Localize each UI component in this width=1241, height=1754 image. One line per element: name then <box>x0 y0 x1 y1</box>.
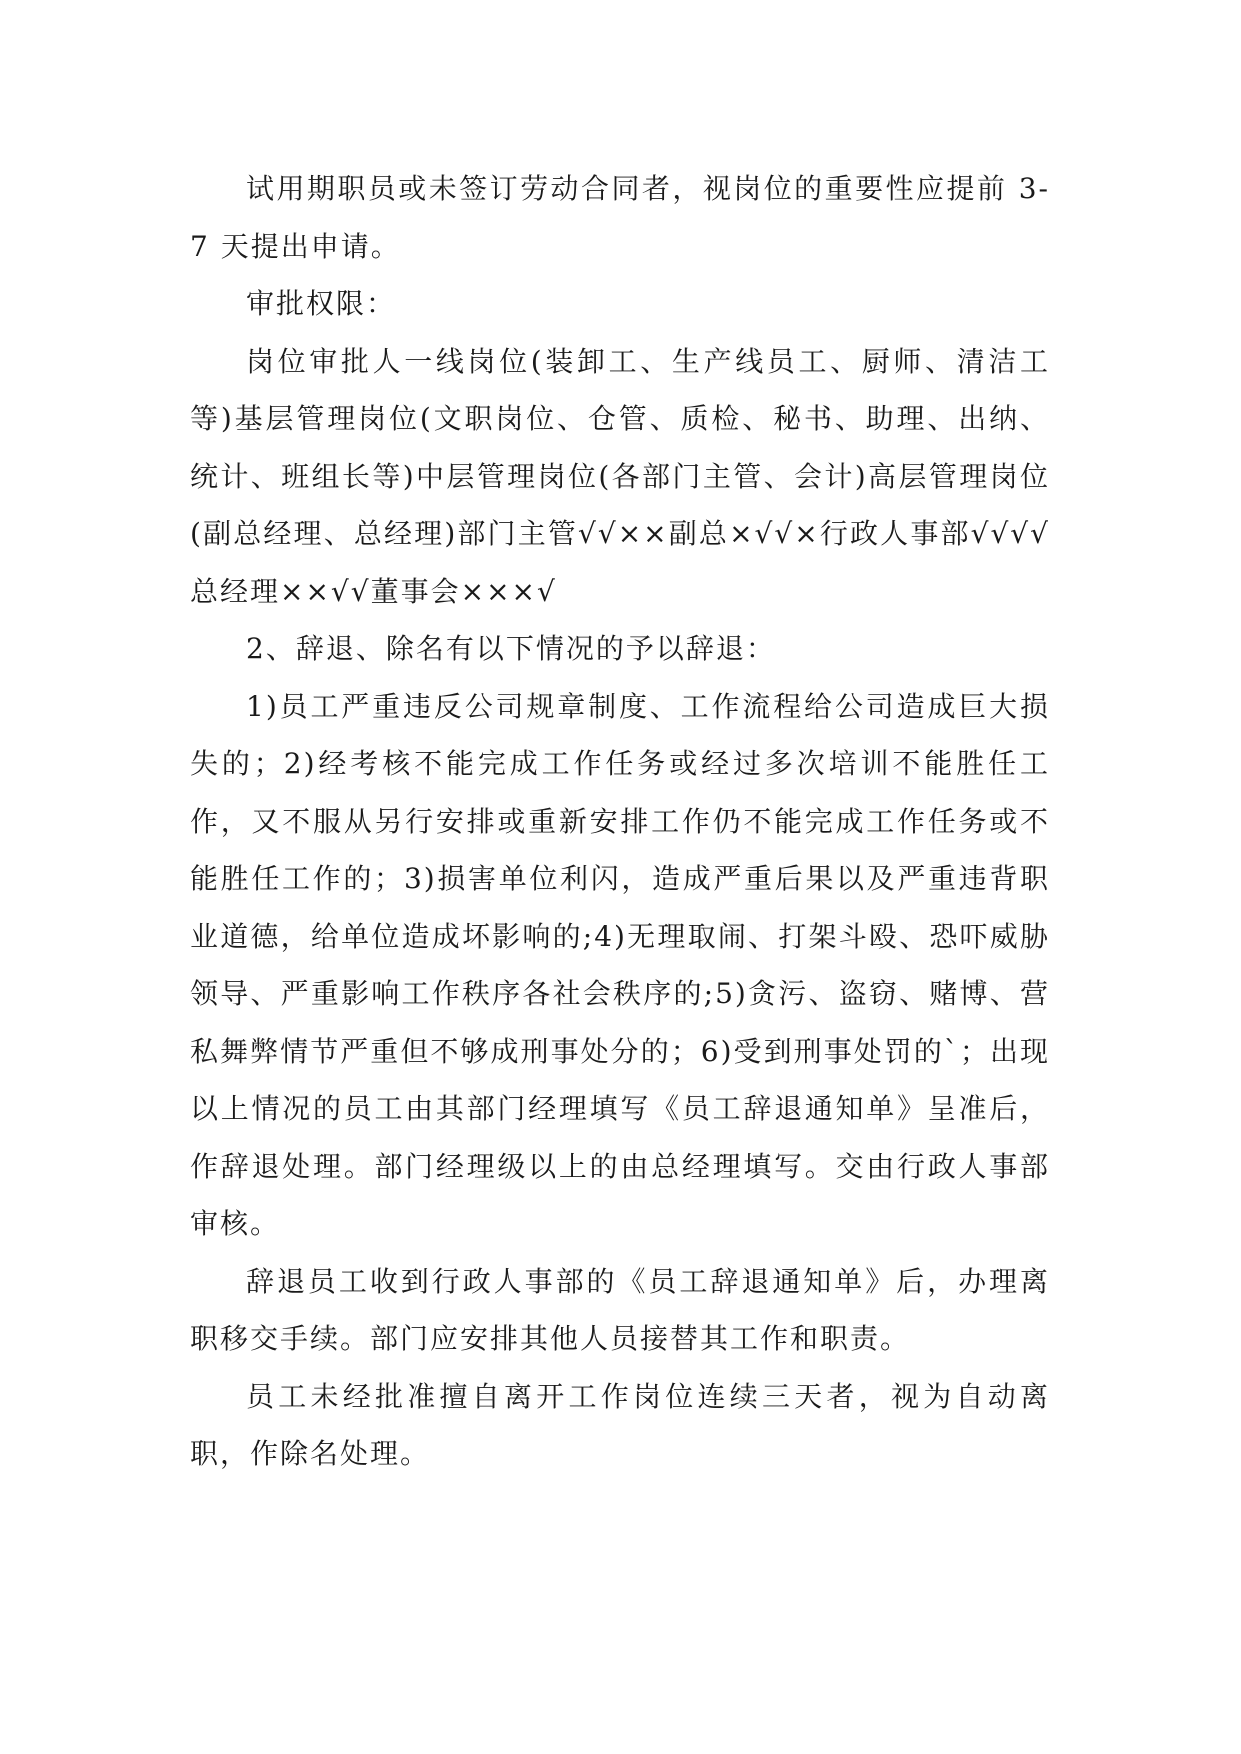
paragraph-approval-heading: 审批权限： <box>246 287 397 320</box>
paragraph-dismissal-heading: 2、辞退、除名有以下情况的予以辞退： <box>246 632 776 665</box>
paragraph-handover: 辞退员工收到行政人事部的《员工辞退通知单》后，办理离职移交手续。部门应安排其他人员接替其工作和职责。 <box>190 1264 1050 1355</box>
paragraph-absence-removal: 员工未经批准擅自离开工作岗位连续三天者，视为自动离职，作除名处理。 <box>190 1379 1050 1470</box>
document-page <box>190 160 1050 1483</box>
paragraph-approval-matrix: 岗位审批人一线岗位(装卸工、生产线员工、厨师、清洁工等)基层管理岗位(文职岗位、仓管、质检、秘书、助理、出纳、统计、班组长等)中层管理岗位(各部门主管、会计)高层管理岗位(副总经理、总经理)部门主管√√××副总×√√×行政人事部√√√√总经理××√√董事会×××√ <box>190 344 1050 608</box>
paragraph-probation-notice: 试用期职员或未签订劳动合同者，视岗位的重要性应提前 3-7 天提出申请。 <box>190 172 1050 263</box>
paragraph-dismissal-conditions: 1)员工严重违反公司规章制度、工作流程给公司造成巨大损失的；2)经考核不能完成工作任务或经过多次培训不能胜任工作，又不服从另行安排或重新安排工作仍不能完成工作任务或不能胜任工作的；3)损害单位利闪，造成严重后果以及严重违背职业道德，给单位造成坏影响的;4)无理取闹、打架斗殴、恐吓威胁领导、严重影响工作秩序各社会秩序的;5)贪污、盗窃、赌博、营私舞弊情节严重但不够成刑事处分的；6)受到刑事处罚的`；出现以上情况的员工由其部门经理填写《员工辞退通知单》呈准后，作辞退处理。部门经理级以上的由总经理填写。交由行政人事部审核。 <box>190 689 1050 1240</box>
